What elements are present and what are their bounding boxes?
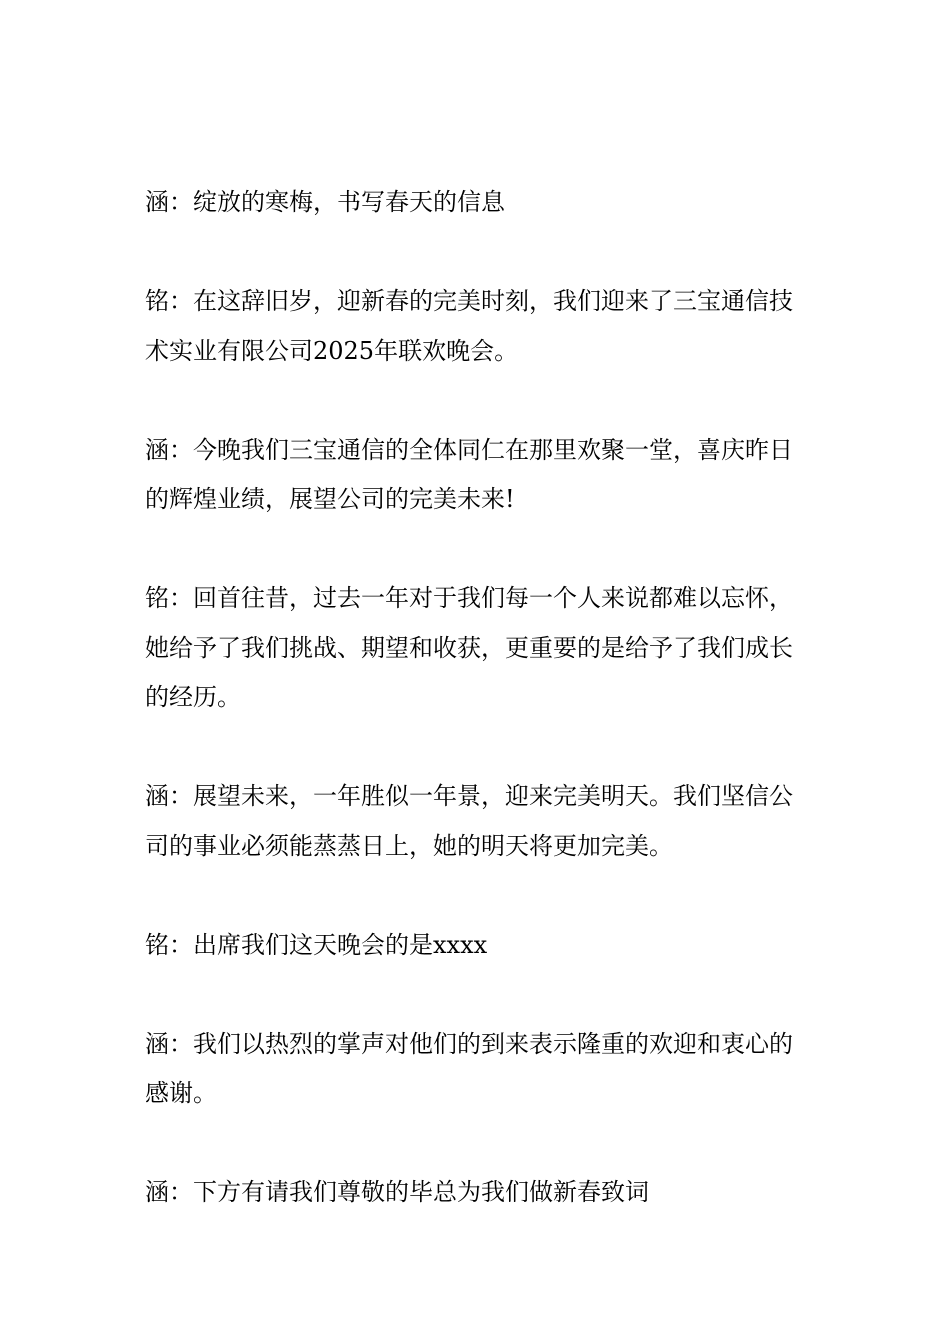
document-page: [145, 178, 810, 1267]
paragraph-1: 涵：绽放的寒梅，书写春天的信息: [145, 188, 505, 216]
paragraph-8: 涵：下方有请我们尊敬的毕总为我们做新春致词: [145, 1178, 649, 1206]
paragraph-3: 涵：今晚我们三宝通信的全体同仁在那里欢聚一堂，喜庆昨日的辉煌业绩，展望公司的完美未来!: [145, 435, 793, 513]
paragraph-2: 铭：在这辞旧岁，迎新春的完美时刻，我们迎来了三宝通信技术实业有限公司2025年联欢晚会。: [145, 287, 793, 365]
paragraph-6: 铭：出席我们这天晚会的是xxxx: [145, 930, 488, 959]
paragraph-4: 铭：回首往昔，过去一年对于我们每一个人来说都难以忘怀，她给予了我们挑战、期望和收获，更重要的是给予了我们成长的经历。: [145, 584, 793, 711]
paragraph-7: 涵：我们以热烈的掌声对他们的到来表示隆重的欢迎和衷心的感谢。: [145, 1029, 793, 1107]
paragraph-5: 涵：展望未来，一年胜似一年景，迎来完美明天。我们坚信公司的事业必须能蒸蒸日上，她的明天将更加完美。: [145, 782, 793, 860]
